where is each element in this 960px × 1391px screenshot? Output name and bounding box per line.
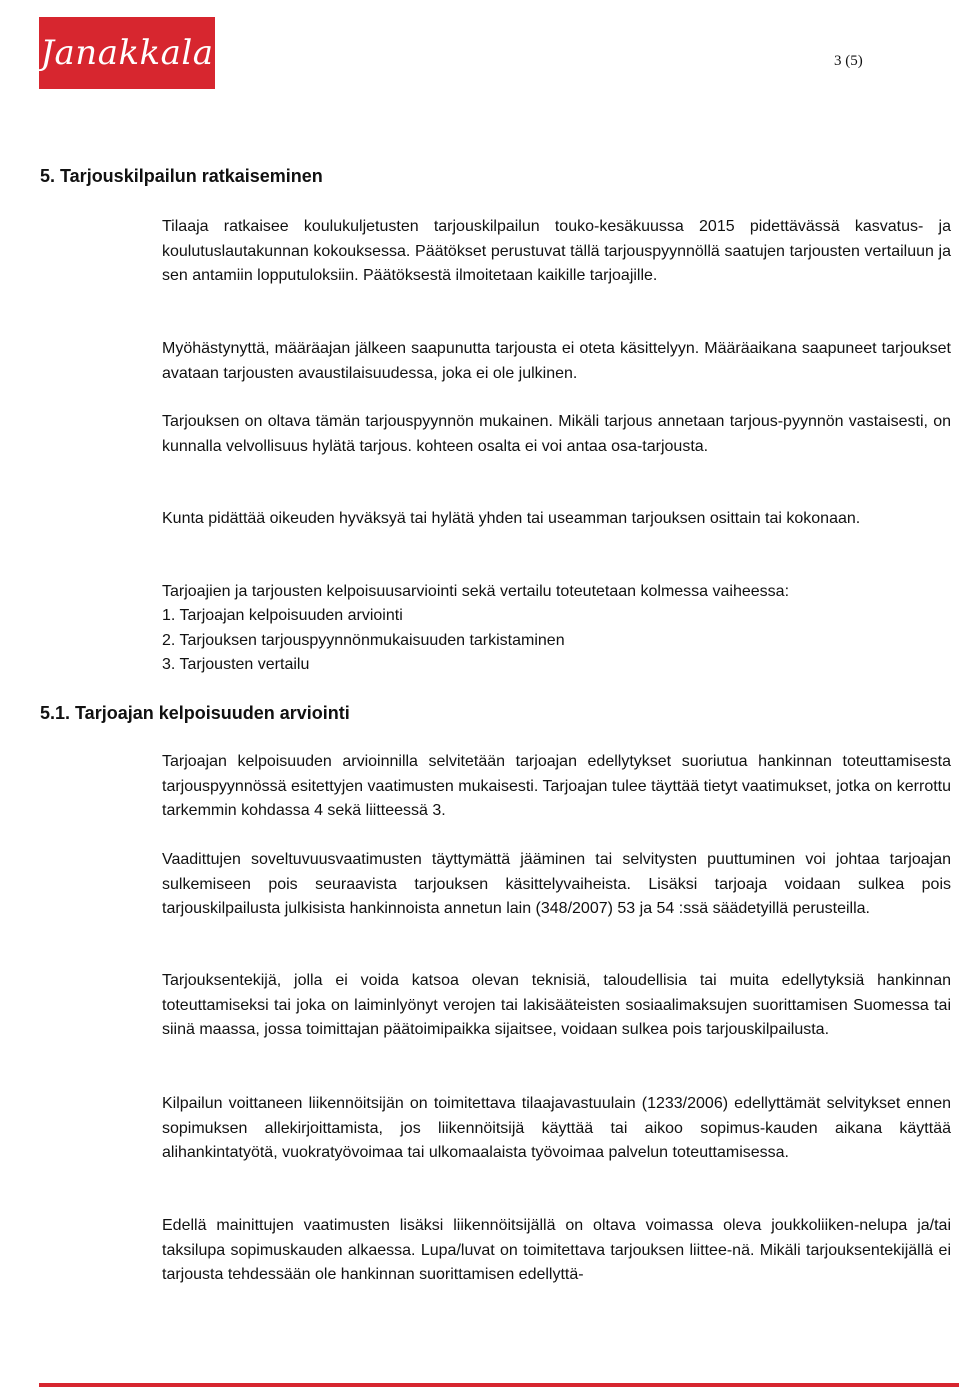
section-5-heading: 5. Tarjouskilpailun ratkaiseminen (40, 166, 323, 186)
section-5-1-paragraph-4: Kilpailun voittaneen liikennöitsijän on toimitettava tilaajavastuulain (1233/2006) edellyttämät selvitykset ennen sopimuksen allekirjoittamista, jos liikennöitsijä käyttää tai aikoo sopimus-kauden aikana käyttää alihankintatyötä, vuokratyövoimaa tai ulkomaalaista työvoimaa palvelun toteuttamisessa. (162, 1095, 951, 1161)
criteria-intro: Tarjoajien ja tarjousten kelpoisuusarviointi sekä vertailu toteutetaan kolmessa vaiheessa: (162, 583, 790, 600)
section-5-1-paragraph-1: Tarjoajan kelpoisuuden arvioinnilla selvitetään tarjoajan edellytykset suoriutua hankinnan toteuttamisesta tarjouspyynnössä esitettyjen vaatimusten mukaisesti. Tarjoajan tulee täyttää tietyt vaatimukset, jotka on kerrottu tarkemmin kohdassa 4 sekä liitteessä 3. (162, 753, 951, 819)
logo-text: Janakkala (40, 33, 214, 73)
criteria-item-3: 3. Tarjousten vertailu (162, 656, 310, 673)
janakkala-logo (39, 17, 215, 89)
section-5-paragraph-1: Tilaaja ratkaisee koulukuljetusten tarjouskilpailun touko-kesäkuussa 2015 pidettävässä kasvatus- ja koulutuslautakunnan kokouksessa. Päätökset perustuvat tällä tarjouspyynnöllä saatujen tarjousten vertailuun ja sen antamiin lopputuloksiin. Päätöksestä ilmoitetaan kaikille tarjoajille. (162, 218, 951, 284)
section-5-paragraph-2: Myöhästynyttä, määräajan jälkeen saapunutta tarjousta ei oteta käsittelyyn. Määräaikana saapuneet tarjoukset avataan tarjousten avaustilaisuudessa, joka ei ole julkinen. (162, 340, 951, 382)
criteria-item-1: 1. Tarjoajan kelpoisuuden arviointi (162, 607, 403, 624)
section-5-1-heading: 5.1. Tarjoajan kelpoisuuden arviointi (40, 703, 350, 723)
section-5-paragraph-3: Tarjouksen on oltava tämän tarjouspyynnön mukainen. Mikäli tarjous annetaan tarjous-pyynnön vastaisesti, on kunnalla velvollisuus hylätä tarjous. kohteen osalta ei voi antaa osa-tarjousta. (162, 413, 951, 455)
footer-divider (39, 1383, 959, 1387)
section-5-1-paragraph-5: Edellä mainittujen vaatimusten lisäksi liikennöitsijällä on oltava voimassa oleva joukkoliiken-nelupa ja/tai taksilupa sopimuskauden alkaessa. Lupa/luvat on toimitettava tarjouksen liittee-nä. Mikäli tarjouksentekijällä ei tarjousta tehdessään ole hankinnan suorittamisen edellyttä- (162, 1217, 951, 1283)
section-5-1-paragraph-3: Tarjouksentekijä, jolla ei voida katsoa olevan teknisiä, taloudellisia tai muita edellytyksiä hankinnan toteuttamiseksi tai joka on laiminlyönyt verojen tai lakisääteisten sosiaalimaksujen suorittamisen Suomessa tai siinä maassa, jossa toimittajan päätoimipaikka sijaitsee, voidaan sulkea pois tarjouskilpailusta. (162, 972, 951, 1038)
section-5-paragraph-4: Kunta pidättää oikeuden hyväksyä tai hylätä yhden tai useamman tarjouksen osittain tai kokonaan. (162, 510, 861, 527)
page-number: 3 (5) (834, 53, 863, 69)
criteria-item-2: 2. Tarjouksen tarjouspyynnönmukaisuuden tarkistaminen (162, 632, 565, 649)
section-5-1-paragraph-2: Vaadittujen soveltuvuusvaatimusten täyttymättä jääminen tai selvitysten puuttuminen voi johtaa tarjoajan sulkemiseen pois seuraavista tarjouksen käsittelyvaiheista. Lisäksi tarjoaja voidaan sulkea pois tarjouskilpailusta julkisista hankinnoista annetun lain (348/2007) 53 ja 54 :ssä säädetyillä perusteilla. (162, 851, 951, 917)
